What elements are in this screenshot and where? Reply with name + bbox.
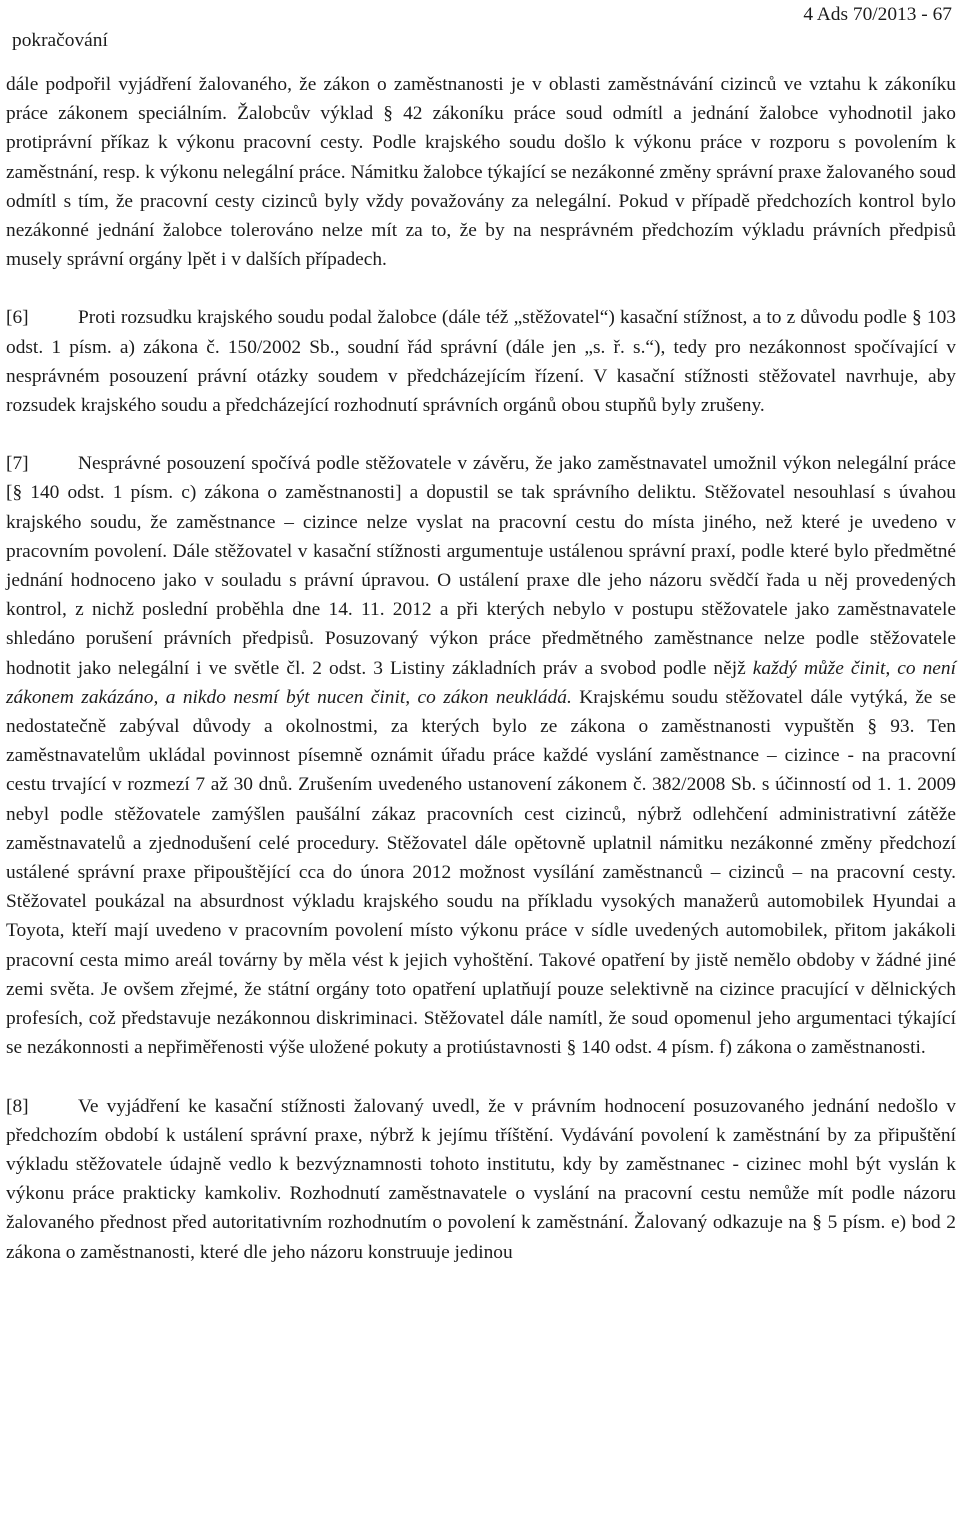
paragraph-text: Nesprávné posouzení spočívá podle stěžovatele v závěru, že jako zaměstnavatel umožnil výkon nelegální práce [§ 140 odst. 1 písm. c) zákona o zaměstnanosti] a dopustil se tak správního deliktu. Stěžovatel nesouhlasí s úvahou krajského soudu, že zaměstnance – cizince nelze vyslat na pracovní cestu do místa jiného, než které je uvedeno v pracovním povolení. Dále stěžovatel v kasační stížnosti argumentuje ustálenou správní praxí, podle které bylo předmětné jednání hodnoceno jako v souladu s právní úpravou. O ustálení praxe dle jeho názoru svědčí řada u něj provedených kontrol, z nichž poslední proběhla dne 14. 11. 2012 a při kterých nebylo v postupu stěžovatele jako zaměstnavatele shledáno porušení právních předpisů. Posuzovaný výkon práce předmětného zaměstnance nelze podle stěžovatele hodnotit jako nelegální i ve světle čl. 2 odst. 3 Listiny základních práv a svobod podle nějž [6, 453, 956, 679]
paragraph-continued [6, 70, 956, 274]
paragraph-text-continued: Krajskému soudu stěžovatel dále vytýká, že se nedostatečně zabýval důvody a okolnostmi, za kterých bylo ze zákona o zaměstnanosti vypuštěn § 93. Ten zaměstnavatelům ukládal povinnost písemně oznámit úřadu práce každé vyslání zaměstnance – cizince - na pracovní cestu trvající v rozmezí 7 až 30 dnů. Zrušením uvedeného ustanovení zákonem č. 382/2008 Sb. s účinností od 1. 1. 2009 nebyl podle stěžovatele zamýšlen paušální zákaz pracovních cest cizinců, nýbrž odlehčení administrativní zátěže zaměstnavatelů a zjednodušení celé procedury. Stěžovatel dále opětovně uplatnil námitku nezákonné změny předchozí ustálené správní praxe připouštějící cca do února 2012 možnost vysílání zaměstnanců – cizinců – na pracovní cesty. Stěžovatel poukázal na absurdnost výkladu krajského soudu na příkladu vysokých manažerů automobilek Hyundai a Toyota, kteří mají uvedeno v pracovním povolení místo výkonu práce v sídle uvedených automobilek, přitom jakákoli pracovní cesta mimo areál továrny by měla vést k jejich vyhoštění. Takové opatření by jistě nemělo obdoby v žádné jiné zemi světa. Je ovšem zřejmé, že státní orgány toto opatření uplatňují pouze selektivně na cizince pracující v dělnických profesích, což představuje nezákonnou diskriminaci. Stěžovatel dále namítl, že soud opomenul jeho argumentaci týkající se nezákonnosti a nepřiměřenosti výše uložené pokuty a protiústavnosti § 140 odst. 4 písm. f) zákona o zaměstnanosti. [6, 686, 956, 1059]
paragraph-6 [6, 303, 956, 420]
paragraph-text: Ve vyjádření ke kasační stížnosti žalovaný uvedl, že v právním hodnocení posuzovaného jednání nedošlo v předchozím období k ustálení správní praxe, nýbrž k jejímu tříštění. Vydávání povolení k zaměstnání by za připuštění výkladu stěžovatele údajně vedlo k bezvýznamnosti tohoto institutu, kdy by zaměstnanec - cizinec mohl být vyslán k výkonu práce prakticky kamkoliv. Rozhodnutí zaměstnavatele o vyslání na pracovní cestu nemůže mít podle názoru žalovaného přednost před autoritativním rozhodnutím o povolení k zaměstnání. Žalovaný odkazuje na § 5 písm. e) bod 2 zákona o zaměstnanosti, které dle jeho názoru konstruuje jedinou [6, 1095, 956, 1263]
paragraph-number: [8] [6, 1095, 29, 1117]
paragraph-text: dále podpořil vyjádření žalovaného, že zákon o zaměstnanosti je v oblasti zaměstnávání cizinců ve vztahu k zákoníku práce zákonem speciálním. Žalobcův výklad § 42 zákoníku práce soud odmítl a jednání žalobce vyhodnotil jako protiprávní příkaz k výkonu pracovní cesty. Podle krajského soudu došlo k výkonu práce v rozporu s povolením k zaměstnání, resp. k výkonu nelegální práce. Námitku žalobce týkající se nezákonné změny správní praxe žalovaného soud odmítl s tím, že pracovní cesty cizinců byly vždy považovány za nelegální. Pokud v případě předchozích kontrol bylo nezákonné jednání žalobce tolerováno nelze mít za to, že by na nesprávném předchozím výkladu právních předpisů musely správní orgány lpět i v dalších případech. [6, 74, 956, 271]
paragraph-7 [6, 449, 956, 1062]
paragraph-8 [6, 1092, 956, 1267]
case-number: 4 Ads 70/2013 - 67 [803, 4, 952, 25]
paragraph-number: [7] [6, 453, 29, 475]
continuation-label: pokračování [12, 30, 108, 51]
paragraph-number: [6] [6, 307, 29, 329]
page-header [6, 0, 956, 70]
paragraph-text: Proti rozsudku krajského soudu podal žalobce (dále též „stěžovatel“) kasační stížnost, a to z důvodu podle § 103 odst. 1 písm. a) zákona č. 150/2002 Sb., soudní řád správní (dále jen „s. ř. s.“), tedy pro nezákonnost spočívající v nesprávném posouzení právní otázky soudem v předcházejícím řízení. V kasační stížnosti stěžovatel navrhuje, aby rozsudek krajského soudu a předcházející rozhodnutí správních orgánů obou stupňů byly zrušeny. [6, 307, 956, 417]
charter-quote: každý může činit, co není zákonem zakázáno, a nikdo nesmí být nucen činit, co zákon neukládá. [6, 657, 956, 708]
